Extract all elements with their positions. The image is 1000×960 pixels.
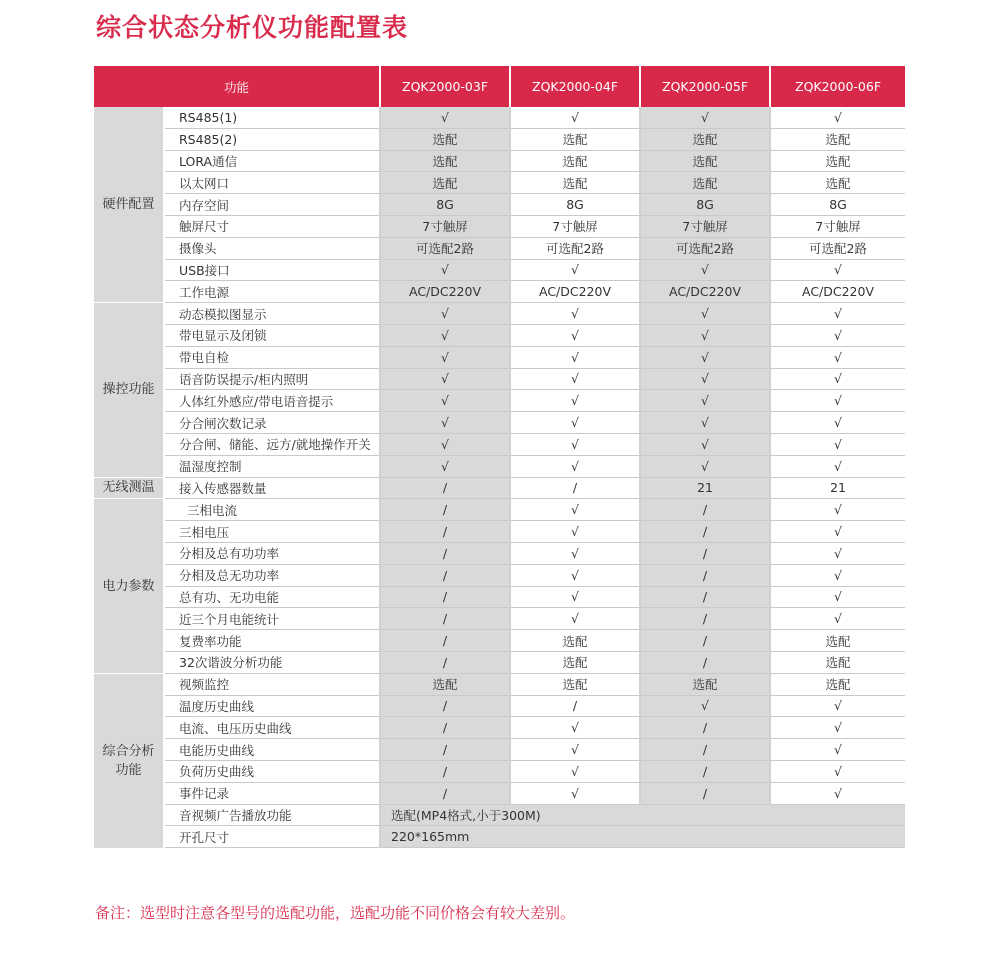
table-row — [94, 477, 905, 499]
value-cell: √ — [380, 368, 510, 390]
feature-cell: 复费率功能 — [164, 630, 380, 652]
table-row — [94, 390, 905, 412]
value-cell: 选配 — [510, 150, 640, 172]
value-cell: √ — [510, 499, 640, 521]
value-cell: 7寸触屏 — [380, 215, 510, 237]
table-row — [94, 499, 905, 521]
value-cell: 选配 — [640, 673, 770, 695]
feature-cell: 温湿度控制 — [164, 455, 380, 477]
value-cell: / — [380, 586, 510, 608]
value-cell: √ — [510, 412, 640, 434]
feature-cell: 32次谐波分析功能 — [164, 651, 380, 673]
value-cell: √ — [770, 368, 905, 390]
value-cell: 选配 — [510, 651, 640, 673]
value-cell: AC/DC220V — [770, 281, 905, 303]
value-cell: / — [640, 564, 770, 586]
feature-cell: 电能历史曲线 — [164, 739, 380, 761]
table-row — [94, 586, 905, 608]
value-cell: 7寸触屏 — [640, 215, 770, 237]
value-cell: √ — [770, 324, 905, 346]
feature-cell: USB接口 — [164, 259, 380, 281]
table-row — [94, 107, 905, 128]
value-cell: √ — [380, 107, 510, 128]
value-cell: 可选配2路 — [770, 237, 905, 259]
spanned-value-cell: 220*165mm — [380, 826, 905, 848]
value-cell: 21 — [640, 477, 770, 499]
table-row — [94, 237, 905, 259]
feature-cell: 以太网口 — [164, 172, 380, 194]
table-row — [94, 412, 905, 434]
value-cell: / — [380, 695, 510, 717]
table-row — [94, 717, 905, 739]
feature-cell: 总有功、无功电能 — [164, 586, 380, 608]
category-label: 综合分析 — [102, 743, 155, 759]
value-cell: 可选配2路 — [510, 237, 640, 259]
table-header-row — [94, 66, 905, 107]
value-cell: 可选配2路 — [380, 237, 510, 259]
function-config-table — [94, 66, 905, 848]
value-cell: 选配 — [770, 651, 905, 673]
value-cell: √ — [510, 586, 640, 608]
value-cell: 选配 — [380, 150, 510, 172]
table-row — [94, 564, 905, 586]
table-row — [94, 695, 905, 717]
category-label: 操控功能 — [102, 382, 155, 398]
value-cell: √ — [640, 324, 770, 346]
table-row — [94, 455, 905, 477]
value-cell: √ — [770, 455, 905, 477]
value-cell: 选配 — [770, 150, 905, 172]
value-cell: √ — [510, 433, 640, 455]
table-row — [94, 128, 905, 150]
value-cell: / — [380, 717, 510, 739]
value-cell: / — [380, 499, 510, 521]
value-cell: / — [640, 717, 770, 739]
header-model: ZQK2000-03F — [380, 66, 510, 107]
feature-cell: 内存空间 — [164, 194, 380, 216]
value-cell: √ — [640, 433, 770, 455]
value-cell: √ — [510, 564, 640, 586]
value-cell: √ — [770, 107, 905, 128]
value-cell: / — [640, 542, 770, 564]
value-cell: √ — [510, 390, 640, 412]
table-row — [94, 303, 905, 325]
value-cell: √ — [770, 608, 905, 630]
value-cell: √ — [380, 346, 510, 368]
value-cell: √ — [640, 259, 770, 281]
value-cell: / — [510, 695, 640, 717]
value-cell: √ — [770, 695, 905, 717]
table-row — [94, 760, 905, 782]
value-cell: / — [380, 521, 510, 543]
value-cell: 选配 — [640, 128, 770, 150]
value-cell: 8G — [640, 194, 770, 216]
feature-cell: 动态模拟图显示 — [164, 303, 380, 325]
feature-cell: 温度历史曲线 — [164, 695, 380, 717]
value-cell: √ — [770, 586, 905, 608]
value-cell: 7寸触屏 — [510, 215, 640, 237]
value-cell: √ — [510, 760, 640, 782]
footnote: 备注：选型时注意各型号的选配功能，选配功能不同价格会有较大差别。 — [95, 904, 576, 922]
feature-cell: LORA通信 — [164, 150, 380, 172]
value-cell: √ — [640, 390, 770, 412]
feature-cell: 带电显示及闭锁 — [164, 324, 380, 346]
feature-cell: 带电自检 — [164, 346, 380, 368]
value-cell: AC/DC220V — [510, 281, 640, 303]
feature-cell: 人体红外感应/带电语音提示 — [164, 390, 380, 412]
value-cell: √ — [770, 412, 905, 434]
value-cell: √ — [770, 542, 905, 564]
feature-cell: 三相电流 — [164, 499, 380, 521]
value-cell: / — [380, 477, 510, 499]
header-model: ZQK2000-05F — [640, 66, 770, 107]
value-cell: √ — [640, 455, 770, 477]
category-cell — [94, 499, 164, 673]
value-cell: √ — [640, 346, 770, 368]
value-cell: √ — [770, 717, 905, 739]
value-cell: / — [380, 608, 510, 630]
feature-cell: 近三个月电能统计 — [164, 608, 380, 630]
feature-cell: 负荷历史曲线 — [164, 760, 380, 782]
table-row — [94, 651, 905, 673]
value-cell: √ — [640, 303, 770, 325]
feature-cell: 三相电压 — [164, 521, 380, 543]
value-cell: √ — [510, 782, 640, 804]
value-cell: √ — [510, 739, 640, 761]
value-cell: √ — [510, 521, 640, 543]
value-cell: √ — [770, 303, 905, 325]
feature-cell: 分合闸、储能、远方/就地操作开关 — [164, 433, 380, 455]
table-row — [94, 608, 905, 630]
table-row — [94, 194, 905, 216]
feature-cell: 视频监控 — [164, 673, 380, 695]
value-cell: √ — [510, 368, 640, 390]
feature-cell: 开孔尺寸 — [164, 826, 380, 848]
value-cell: / — [380, 782, 510, 804]
value-cell: √ — [770, 346, 905, 368]
table-row — [94, 630, 905, 652]
table-row — [94, 368, 905, 390]
table-row — [94, 346, 905, 368]
table-row — [94, 172, 905, 194]
value-cell: √ — [770, 499, 905, 521]
value-cell: 7寸触屏 — [770, 215, 905, 237]
table-row — [94, 739, 905, 761]
feature-cell: 工作电源 — [164, 281, 380, 303]
category-label: 硬件配置 — [102, 197, 155, 213]
value-cell: / — [640, 608, 770, 630]
feature-cell: 摄像头 — [164, 237, 380, 259]
value-cell: √ — [380, 259, 510, 281]
value-cell: √ — [510, 455, 640, 477]
table-row — [94, 150, 905, 172]
value-cell: √ — [510, 259, 640, 281]
value-cell: / — [640, 521, 770, 543]
value-cell: 选配 — [510, 630, 640, 652]
value-cell: AC/DC220V — [640, 281, 770, 303]
value-cell: 8G — [380, 194, 510, 216]
value-cell: 选配 — [770, 630, 905, 652]
value-cell: √ — [380, 433, 510, 455]
table-row — [94, 259, 905, 281]
table-row — [94, 521, 905, 543]
value-cell: 8G — [770, 194, 905, 216]
table-row — [94, 433, 905, 455]
value-cell: / — [380, 739, 510, 761]
feature-cell: 电流、电压历史曲线 — [164, 717, 380, 739]
table-row — [94, 215, 905, 237]
feature-cell: 事件记录 — [164, 782, 380, 804]
value-cell: / — [640, 499, 770, 521]
value-cell: √ — [640, 107, 770, 128]
value-cell: 选配 — [510, 172, 640, 194]
value-cell: 选配 — [770, 172, 905, 194]
value-cell: 选配 — [380, 128, 510, 150]
value-cell: √ — [380, 455, 510, 477]
value-cell: √ — [510, 346, 640, 368]
feature-cell: RS485(2) — [164, 128, 380, 150]
feature-cell: 语音防误提示/柜内照明 — [164, 368, 380, 390]
feature-cell: 分相及总无功功率 — [164, 564, 380, 586]
value-cell: √ — [770, 390, 905, 412]
spanned-value-cell: 选配(MP4格式,小于300M) — [380, 804, 905, 826]
category-cell — [94, 107, 164, 303]
value-cell: √ — [640, 695, 770, 717]
value-cell: √ — [640, 368, 770, 390]
value-cell: AC/DC220V — [380, 281, 510, 303]
feature-cell: RS485(1) — [164, 107, 380, 128]
value-cell: / — [380, 760, 510, 782]
value-cell: 8G — [510, 194, 640, 216]
table-row — [94, 826, 905, 848]
value-cell: √ — [510, 303, 640, 325]
value-cell: / — [380, 542, 510, 564]
value-cell: 选配 — [510, 673, 640, 695]
value-cell: √ — [380, 412, 510, 434]
table-row — [94, 542, 905, 564]
category-cell — [94, 303, 164, 477]
value-cell: / — [640, 782, 770, 804]
feature-cell: 音视频广告播放功能 — [164, 804, 380, 826]
value-cell: 选配 — [770, 128, 905, 150]
table-row — [94, 673, 905, 695]
value-cell: √ — [380, 324, 510, 346]
feature-cell: 分合闸次数记录 — [164, 412, 380, 434]
value-cell: √ — [510, 107, 640, 128]
value-cell: 选配 — [640, 172, 770, 194]
value-cell: / — [640, 586, 770, 608]
value-cell: / — [640, 630, 770, 652]
value-cell: √ — [510, 542, 640, 564]
category-label: 无线测温 — [102, 480, 155, 496]
table-row — [94, 782, 905, 804]
value-cell: √ — [640, 412, 770, 434]
feature-cell: 分相及总有功功率 — [164, 542, 380, 564]
value-cell: / — [640, 651, 770, 673]
category-cell — [94, 673, 164, 847]
value-cell: / — [640, 760, 770, 782]
table-body — [94, 107, 905, 848]
value-cell: √ — [770, 782, 905, 804]
category-cell — [94, 477, 164, 499]
value-cell: / — [510, 477, 640, 499]
value-cell: √ — [510, 608, 640, 630]
header-model: ZQK2000-06F — [770, 66, 905, 107]
value-cell: 选配 — [380, 172, 510, 194]
value-cell: 选配 — [380, 673, 510, 695]
value-cell: 21 — [770, 477, 905, 499]
value-cell: √ — [770, 760, 905, 782]
value-cell: 可选配2路 — [640, 237, 770, 259]
table-row — [94, 281, 905, 303]
value-cell: √ — [770, 739, 905, 761]
header-feature: 功能 — [94, 66, 380, 107]
value-cell: / — [380, 630, 510, 652]
value-cell: √ — [770, 521, 905, 543]
value-cell: √ — [510, 717, 640, 739]
value-cell: / — [380, 564, 510, 586]
value-cell: √ — [770, 259, 905, 281]
value-cell: 选配 — [640, 150, 770, 172]
feature-cell: 接入传感器数量 — [164, 477, 380, 499]
value-cell: √ — [510, 324, 640, 346]
value-cell: / — [640, 739, 770, 761]
category-label: 功能 — [115, 762, 142, 778]
table-row — [94, 804, 905, 826]
value-cell: √ — [380, 303, 510, 325]
header-model: ZQK2000-04F — [510, 66, 640, 107]
value-cell: 选配 — [510, 128, 640, 150]
table-row — [94, 324, 905, 346]
value-cell: √ — [380, 390, 510, 412]
value-cell: 选配 — [770, 673, 905, 695]
page-title: 综合状态分析仪功能配置表 — [96, 13, 409, 42]
category-label: 电力参数 — [102, 578, 155, 594]
value-cell: / — [380, 651, 510, 673]
feature-cell: 触屏尺寸 — [164, 215, 380, 237]
value-cell: √ — [770, 564, 905, 586]
value-cell: √ — [770, 433, 905, 455]
